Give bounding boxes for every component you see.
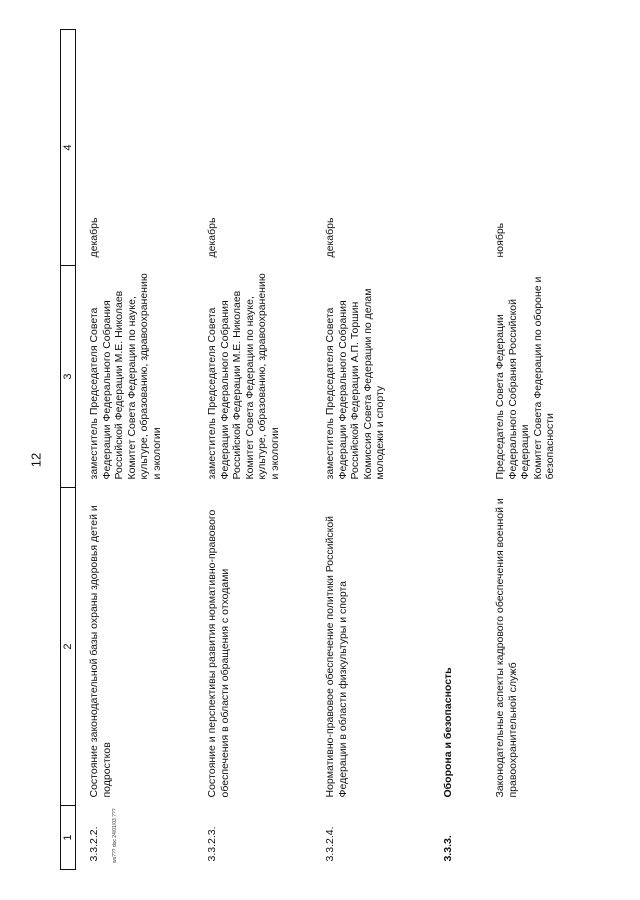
table-row [76,30,195,870]
section-code: 3.3.3. [442,835,454,862]
responsible-committee: Комитет Совета Федерации по обороне и безопасности [531,276,556,480]
section-title: Оборона и безопасность [442,667,454,798]
item-deadline: ноябрь [494,222,506,258]
item-deadline: декабрь [324,217,336,258]
item-title: Состояние законодательной базы охраны здоровья детей и подростков [88,505,113,798]
header-col-1: 1 [61,806,76,870]
responsible-committee: Комиссия Совета Федерации по делам молодежи и спорту [361,288,386,480]
document-footer: ws??? doc 24/01/03 ??? [112,808,118,863]
item-deadline: декабрь [206,217,218,258]
responsible-person: заместитель Председателя Совета Федерации Федерального Собрания Российской Федерации А.П. Торшин [324,300,361,480]
responsible-committee: Комитет Совета Федерации по науке, культуре, образованию, здравоохранению и экологии [243,273,281,480]
item-code [482,806,574,870]
item-responsible [312,266,430,488]
item-code: 3.3.2.2. [88,826,100,862]
item-title: Законодательные аспекты кадрового обеспечения военной и правоохранительной служб [494,498,519,798]
responsible-person: заместитель Председателя Совета Федерации Федерального Собрания Российской Федерации М.Е. Николаев [88,290,125,480]
header-row [61,30,76,870]
page-number: 12 [28,452,44,468]
header-col-2: 2 [61,488,76,806]
plan-table [60,29,574,870]
section-row [430,30,482,870]
item-responsible [76,266,195,488]
responsible-committee: Комитет Совета Федерации по науке, культуре, образованию, здравоохранению и экологии [125,273,163,480]
responsible-person: заместитель Председателя Совета Федерации Федерального Собрания Российской Федерации М.Е. Николаев [206,290,243,480]
item-deadline: декабрь [88,217,100,258]
item-code: 3.3.2.3. [206,826,218,862]
header-col-3: 3 [61,266,76,488]
responsible-person: Председатель Совета Федерации Федерального Собрания Российской Федерации [494,299,531,480]
item-responsible [482,266,574,488]
item-title: Нормативно-правовое обеспечение политики Российской Федерации в области физкультуры и спорта [324,515,349,798]
table-row [482,30,574,870]
item-code: 3.3.2.4. [324,826,336,862]
item-responsible [194,266,312,488]
rotated-table-frame [60,30,620,870]
header-col-4: 4 [61,30,76,266]
table-row [194,30,312,870]
table-row [312,30,430,870]
item-title: Состояние и перспективы развития нормативно-правового обеспечения в области обращения с отходами [206,509,231,798]
